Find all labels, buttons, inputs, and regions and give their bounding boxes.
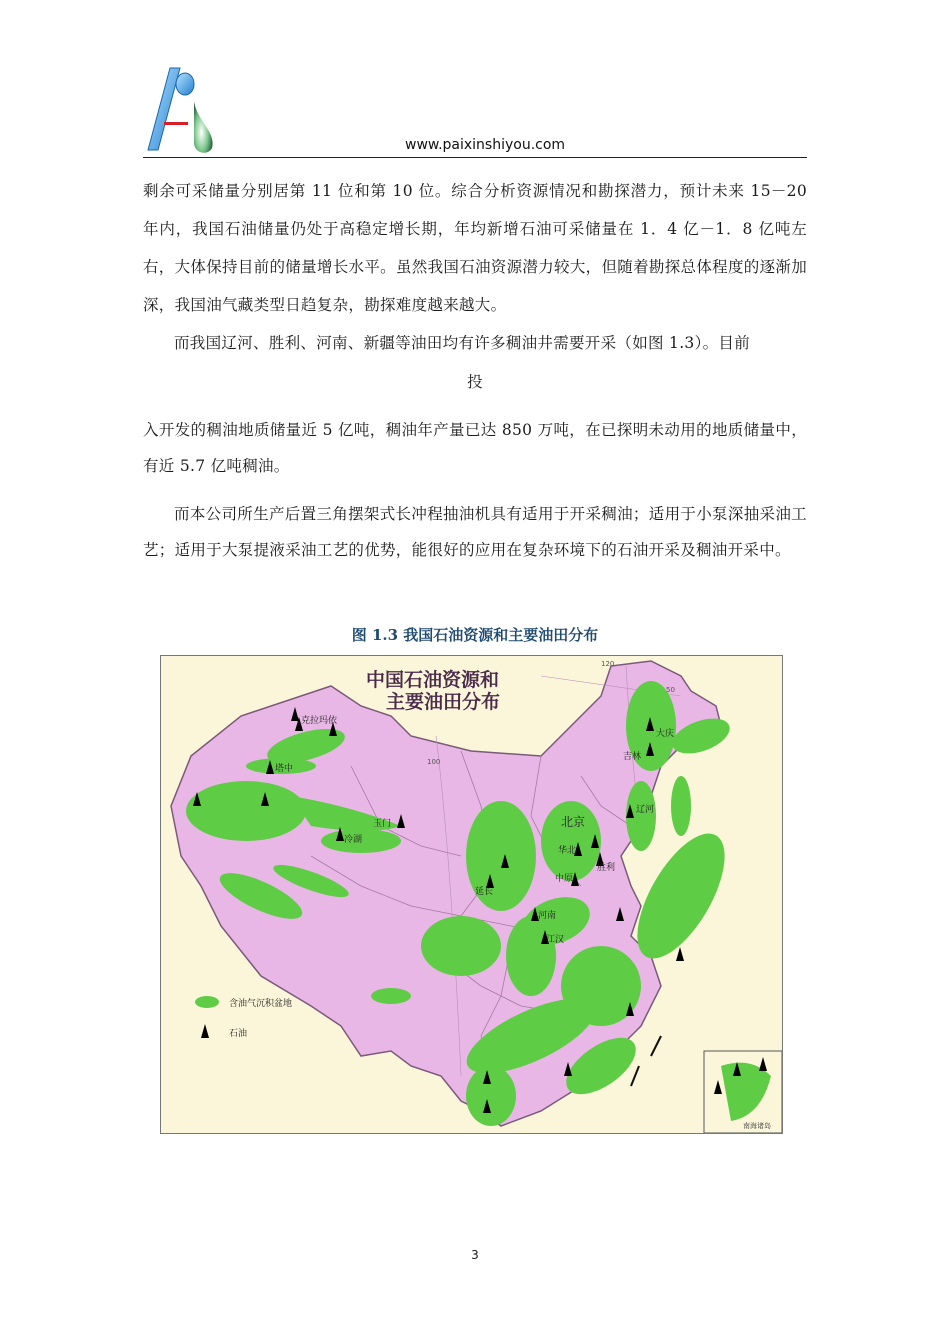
company-logo (140, 62, 220, 154)
grid-label-120: 120 (601, 660, 615, 668)
figure-caption: 图 1.3 我国石油资源和主要油田分布 (351, 626, 599, 644)
legend-basin-swatch (195, 996, 219, 1008)
site-url[interactable]: www.paixinshiyou.com (405, 137, 566, 153)
label-southsea: 南海诸岛 (743, 1122, 771, 1130)
label-jianghan: 江汉 (546, 935, 565, 945)
label-zhongyuan: 中原 (555, 874, 574, 884)
paragraph-heavy-oil-line1: 而我国辽河、胜利、河南、新疆等油田均有许多稠油井需要开采（如图 1.3）。目前 (174, 334, 751, 352)
grid-label-100: 100 (427, 758, 441, 766)
paragraph-company: 而本公司所生产后置三角摆架式长冲程抽油机具有适用于开采稠油；适用于小泵深抽采油工艺；适用于大泵提液采油工艺的优势，能很好的应用在复杂环境下的石油开采及稠油开采中。 (143, 505, 807, 559)
map-title-line1: 中国石油资源和 (366, 669, 500, 691)
label-beijing: 北京 (561, 815, 586, 829)
label-shengli: 胜利 (597, 863, 616, 873)
label-daqing: 大庆 (656, 729, 675, 739)
legend-basin-label: 含油气沉积盆地 (229, 999, 293, 1009)
label-lenghu: 冷湖 (344, 835, 363, 845)
label-liaohe: 辽河 (636, 805, 655, 815)
paragraph-reserves: 剩余可采储量分别居第 11 位和第 10 位。综合分析资源情况和勘探潜力，预计未来 15－20 年内，我国石油储量仍处于高稳定增长期，年均新增石油可采储量在 1．4 亿－1．8 亿吨左右，大体保持目前的储量增长水平。虽然我国石油资源潜力较大，但随着勘探总体程度的逐渐加深，我国油气藏类型日趋复杂，勘探难度越来越大。 (143, 182, 807, 314)
china-oil-map (160, 655, 783, 1134)
label-tazhong: 塔中 (275, 764, 294, 774)
label-huabei: 华北 (558, 846, 577, 856)
header-divider (143, 157, 807, 158)
map-title-line2: 主要油田分布 (386, 691, 501, 713)
paragraph-heavy-oil-line2: 投 (467, 373, 483, 391)
label-yumen: 玉门 (373, 819, 392, 829)
label-yanchang: 延长 (475, 887, 494, 897)
label-henan: 河南 (538, 911, 557, 921)
legend-oil-label: 石油 (229, 1029, 248, 1039)
grid-label-50: 50 (666, 686, 675, 694)
legend-oil-icon (201, 1024, 209, 1038)
coast-marks (631, 1036, 661, 1086)
label-karamay: 克拉玛依 (301, 716, 338, 726)
paragraph-heavy-oil-line3: 入开发的稠油地质储量近 5 亿吨，稠油年产量已达 850 万吨，在已探明未动用的地质储量中，有近 5.7 亿吨稠油。 (143, 421, 807, 475)
label-jilin: 吉林 (623, 752, 642, 762)
page-number: 3 (471, 1248, 479, 1262)
map-drawing (161, 656, 782, 1133)
